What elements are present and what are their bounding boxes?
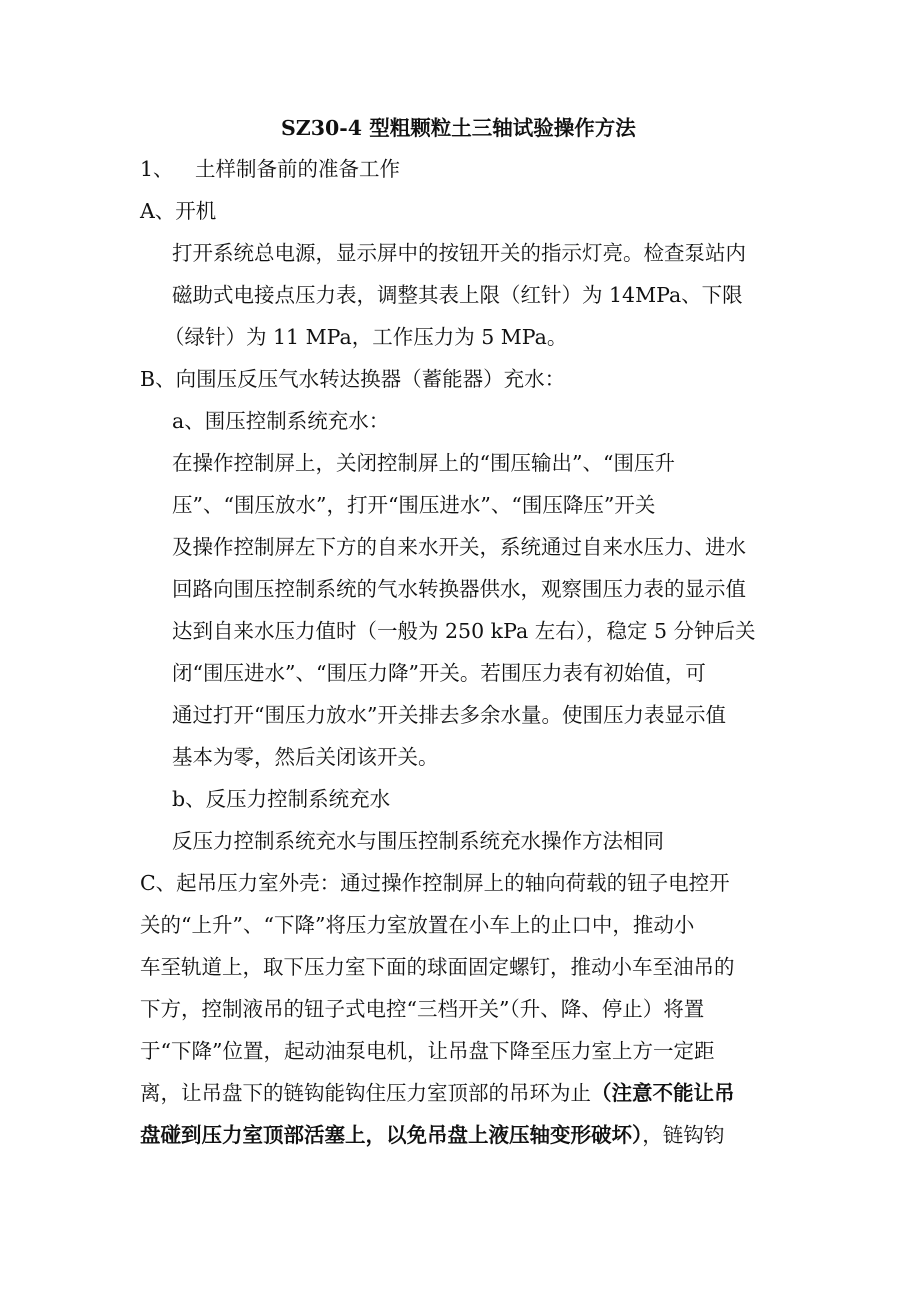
warning-note-start: （注意不能让吊 [591,1081,735,1105]
subsection-a-line-2: 压”、“围压放水”，打开“围压进水”、“围压降压”开关 [172,493,656,517]
subsection-a-line-7: 通过打开“围压力放水”开关排去多余水量。使围压力表显示值 [172,703,726,727]
section-a-heading: A、开机 [140,199,217,223]
section-c-line-1: C、起吊压力室外壳：通过操作控制屏上的轴向荷载的钮子电控开 [140,871,730,895]
subsection-a-line-1: 在操作控制屏上，关闭控制屏上的“围压输出”、“围压升 [172,451,675,475]
section-c-line-4: 下方，控制液吊的钮子式电控“三档开关”（升、降、停止）将置 [140,997,705,1021]
section-1-number: 1、 [140,157,174,181]
section-c-line-7-text: ，链钩钧 [642,1123,725,1147]
warning-note-end: 盘碰到压力室顶部活塞上，以免吊盘上液压轴变形破坏） [140,1123,643,1147]
section-c-line-2: 关的“上升”、“下降”将压力室放置在小车上的止口中，推动小 [140,913,695,937]
section-c-line-7 [140,1121,724,1149]
section-c-line-6 [140,1079,735,1107]
subsection-a-line-5: 达到自来水压力值时（一般为 250 kPa 左右），稳定 5 分钟后关 [172,619,756,643]
section-a-line-3: （绿针）为 11 MPa，工作压力为 5 MPa。 [164,325,568,349]
subsection-a-line-4: 回路向围压控制系统的气水转换器供水，观察围压力表的显示值 [172,577,746,601]
subsection-b-line-1: 反压力控制系统充水与围压控制系统充水操作方法相同 [172,829,664,853]
section-1-heading: 土样制备前的准备工作 [195,157,400,181]
section-b-heading: B、向围压反压气水转达换器（蓄能器）充水： [140,367,566,391]
section-c-line-6-text: 离，让吊盘下的链钩能钩住压力室顶部的吊环为止 [140,1081,591,1105]
section-c-line-3: 车至轨道上，取下压力室下面的球面固定螺钉，推动小车至油吊的 [140,955,735,979]
subsection-a-line-3: 及操作控制屏左下方的自来水开关，系统通过自来水压力、进水 [172,535,746,559]
section-c-line-5: 于“下降”位置，起动油泵电机，让吊盘下降至压力室上方一定距 [140,1039,715,1063]
subsection-b-heading: b、反压力控制系统充水 [172,787,391,811]
subsection-a-line-6: 闭“围压进水”、“围压力降”开关。若围压力表有初始值，可 [172,661,706,685]
section-a-line-2: 磁助式电接点压力表，调整其表上限（红针）为 14MPa、下限 [172,283,743,307]
document-title: SZ30-4 型粗颗粒土三轴试验操作方法 [281,116,636,140]
subsection-a-line-8: 基本为零，然后关闭该开关。 [172,745,439,769]
section-a-line-1: 打开系统总电源，显示屏中的按钮开关的指示灯亮。检查泵站内 [172,241,746,265]
subsection-a-heading: a、围压控制系统充水： [172,409,390,433]
